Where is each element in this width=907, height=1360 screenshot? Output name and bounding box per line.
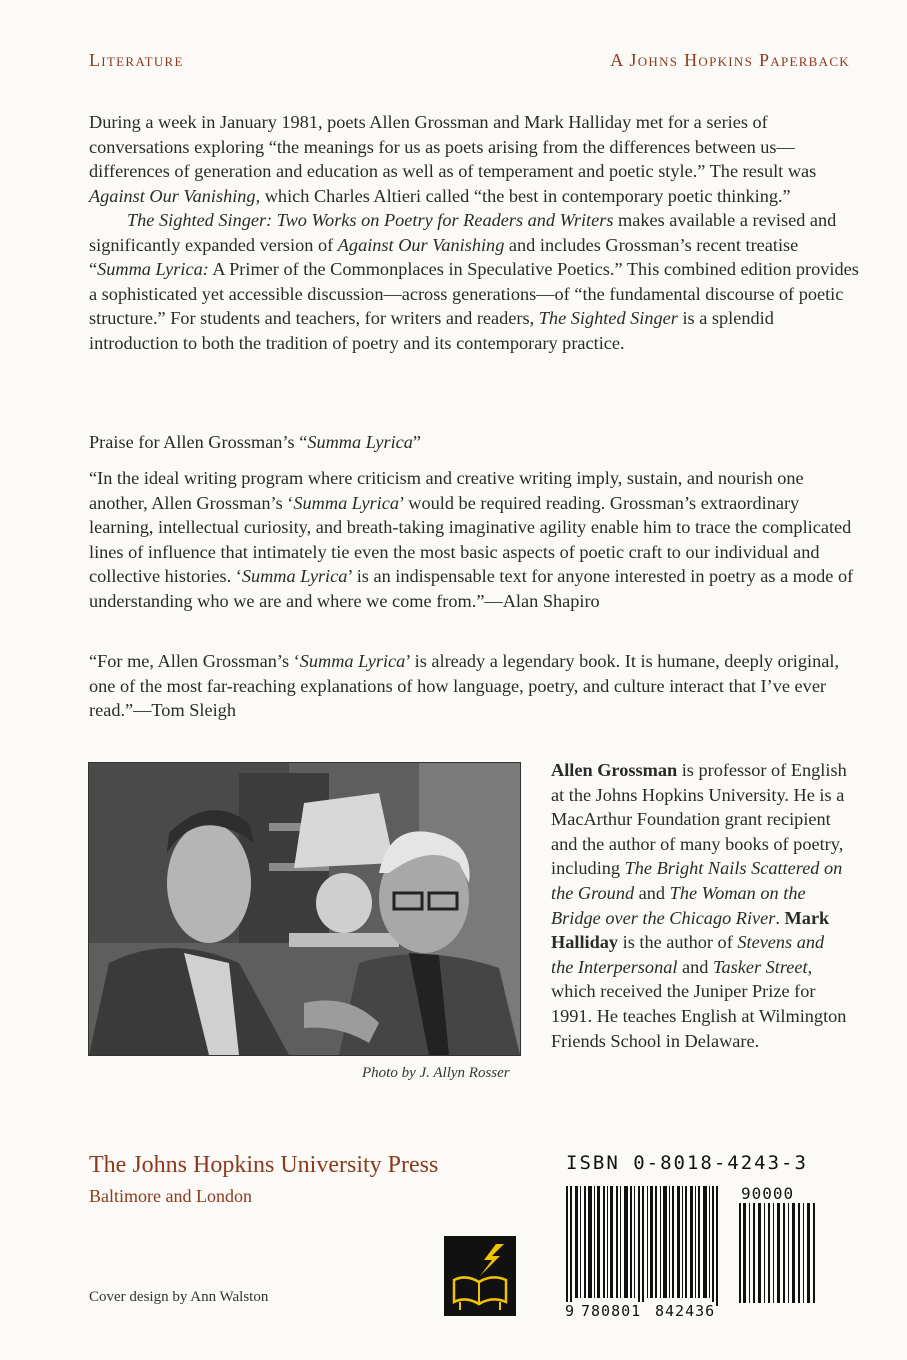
price-barcode: [737, 1203, 817, 1303]
praise-quote-shapiro: “In the ideal writing program where criticism and creative writing imply, sustain, and nourish one another, Allen Grossman’s ‘Summa Lyrica’ would be required reading. Grossman’s extraordinary learning, intellectual curiosity, and breath-taking imaginative agility enable him to trace the complicated lines of influence that intimately tie even the most basic aspects of poetic craft to our individual and collective histories. ‘Summa Lyrica’ is an indispensable text for anyone interested in poetry as a mode of understanding who we are and where we come from.”—Alan Shapiro: [89, 468, 854, 611]
author-bio: Allen Grossman is professor of English at the Johns Hopkins University. He is a MacArthur Foundation grant recipient and the author of many books of poetry, including The Bright Nails Scattered on the Ground and The Woman on the Bridge over the Chicago River. Mark Halliday is the author of Stevens and the Interpersonal and Tasker Street, which received the Juniper Prize for 1991. He teaches English at Wilmington Friends School in Delaware.: [551, 760, 847, 1051]
category-label: Literature: [89, 50, 184, 70]
praise-heading: Praise for Allen Grossman’s “Summa Lyrica”: [89, 432, 422, 452]
author-name-halliday: Mark Halliday: [551, 907, 830, 953]
description-paragraph-2: The Sighted Singer: Two Works on Poetry for Readers and Writers makes available a revised and significantly expanded version of Against Our Vanishing and includes Grossman’s recent treatise “Summa Lyrica: A Primer of the Commonplaces in Speculative Poetics.” This combined edition provides a sophisticated yet accessible discussion—across generations—of “the fundamental discourse of poetic structure.” For students and teachers, for writers and readers, The Sighted Singer is a splendid introduction to both the tradition of poetry and its contemporary practice.: [89, 210, 859, 353]
publisher-name: The Johns Hopkins University Press: [89, 1152, 439, 1178]
cover-design-credit: Cover design by Ann Walston: [89, 1289, 269, 1305]
isbn-barcode: [566, 1186, 726, 1306]
description-paragraph-1: During a week in January 1981, poets Allen Grossman and Mark Halliday met for a series of conversations exploring “the meanings for us as poets arising from the differences between us—differences of generation and education as well as of temperament and poetic style.” The result was Against Our Vanishing, which Charles Altieri called “the best in contemporary poetic thinking.”: [89, 112, 817, 206]
praise-quote-sleigh: “For me, Allen Grossman’s ‘Summa Lyrica’ is already a legendary book. It is humane, deeply original, one of the most far-reaching explanations of how language, poetry, and culture interact that I’ve ever read.”—Tom Sleigh: [89, 651, 840, 720]
isbn-number: ISBN 0-8018-4243-3: [566, 1152, 808, 1174]
author-name-grossman: Allen Grossman: [551, 760, 678, 780]
photo-caption: Photo by J. Allyn Rosser: [362, 1065, 510, 1081]
description: [89, 110, 859, 355]
price-code: 90000: [741, 1184, 795, 1203]
series-label: A Johns Hopkins Paperback: [610, 50, 850, 70]
ean-digits: 9 780801 842436: [565, 1302, 716, 1320]
publisher-logo: [444, 1236, 516, 1316]
publisher-location: Baltimore and London: [89, 1186, 252, 1206]
author-photo: [88, 762, 521, 1056]
